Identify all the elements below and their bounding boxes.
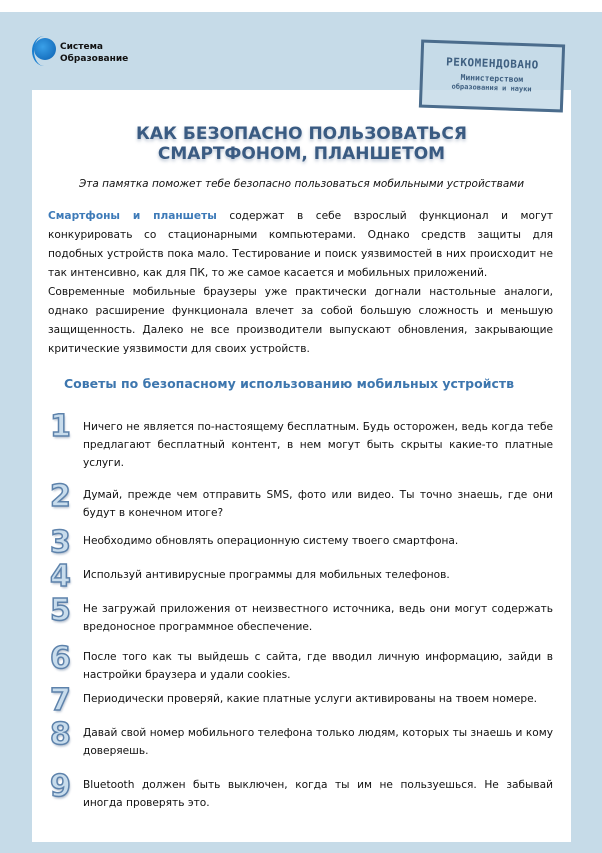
section-heading: Советы по безопасному использованию мобильных устройств	[64, 376, 515, 391]
intro-text2: Современные мобильные браузеры уже практически догнали настольные аналоги, однако расширение функционала влечет за собой большую сложность и меньшую защищенность. Далеко не все производители выпускают обновления, закрывающие критические уязвимости для своих устройств.	[48, 286, 553, 355]
tip-number: 8	[50, 717, 71, 752]
tip-number: 4	[50, 559, 71, 594]
tip-item	[50, 479, 553, 522]
tip-text: Ничего не является по-настоящему бесплатным. Будь осторожен, ведь когда тебе предлагают бесплатный контент, в нем могут быть скрыты какие-то платные услуги.	[83, 421, 553, 469]
title-line2: СМАРТФОНОМ, ПЛАНШЕТОМ	[157, 144, 446, 164]
tip-number: 1	[50, 409, 71, 444]
tip-text: Bluetooth должен быть выключен, когда ты им не пользуешься. Не забывай иногда проверять это.	[83, 779, 553, 809]
tip-number: 3	[50, 525, 71, 560]
intro-lead: Смартфоны и планшеты	[48, 210, 217, 222]
tip-text: Периодически проверяй, какие платные услуги активированы на твоем номере.	[83, 693, 537, 705]
tip-text: Используй антивирусные программы для мобильных телефонов.	[83, 569, 450, 581]
page-title	[32, 124, 571, 164]
intro-paragraph	[48, 207, 553, 359]
tip-item	[50, 717, 553, 760]
tip-item	[50, 409, 553, 472]
logo	[32, 36, 128, 70]
tip-item	[50, 641, 553, 684]
tip-item	[50, 769, 553, 812]
tip-number: 5	[50, 593, 71, 628]
stamp-line2: Министерством	[460, 72, 524, 85]
title-line1: КАК БЕЗОПАСНО ПОЛЬЗОВАТЬСЯ	[136, 124, 467, 144]
subtitle: Эта памятка поможет тебе безопасно пользоваться мобильными устройствами	[78, 178, 525, 190]
tip-number: 2	[50, 479, 71, 514]
tip-text: После того как ты выйдешь с сайта, где вводил личную информацию, зайди в настройки браузера и удали cookies.	[83, 651, 553, 681]
tip-text: Давай свой номер мобильного телефона только людям, которых ты знаешь и кому доверяешь.	[83, 727, 553, 757]
tip-number: 9	[50, 769, 71, 804]
logo-icon	[32, 36, 56, 70]
tip-item	[50, 593, 553, 636]
intro-text: содержат в себе взрослый функционал и могут конкурировать со стационарными компьютерами. Однако средств защиты для подобных устройств пока мало. Тестирование и поиск уязвимостей в них происходит не так интенсивно, как для ПК, то же самое касается и мобильных приложений.	[48, 210, 554, 279]
tip-text: Думай, прежде чем отправить SMS, фото или видео. Ты точно знаешь, где они будут в конечном итоге?	[83, 489, 553, 519]
logo-line2: Образование	[60, 54, 129, 64]
tip-item	[50, 559, 553, 594]
logo-line1: Система	[60, 42, 103, 52]
tip-text: Необходимо обновлять операционную систему твоего смартфона.	[83, 535, 459, 547]
stamp-line3: образования и науки	[451, 82, 532, 94]
tip-number: 7	[50, 683, 71, 718]
tip-item	[50, 525, 553, 560]
tip-text: Не загружай приложения от неизвестного источника, ведь они могут содержать вредоносное программное обеспечение.	[83, 603, 553, 633]
tip-item	[50, 683, 553, 718]
stamp-line1: РЕКОМЕНДОВАНО	[445, 55, 539, 72]
recommendation-stamp	[419, 40, 565, 113]
tip-number: 6	[50, 641, 71, 676]
